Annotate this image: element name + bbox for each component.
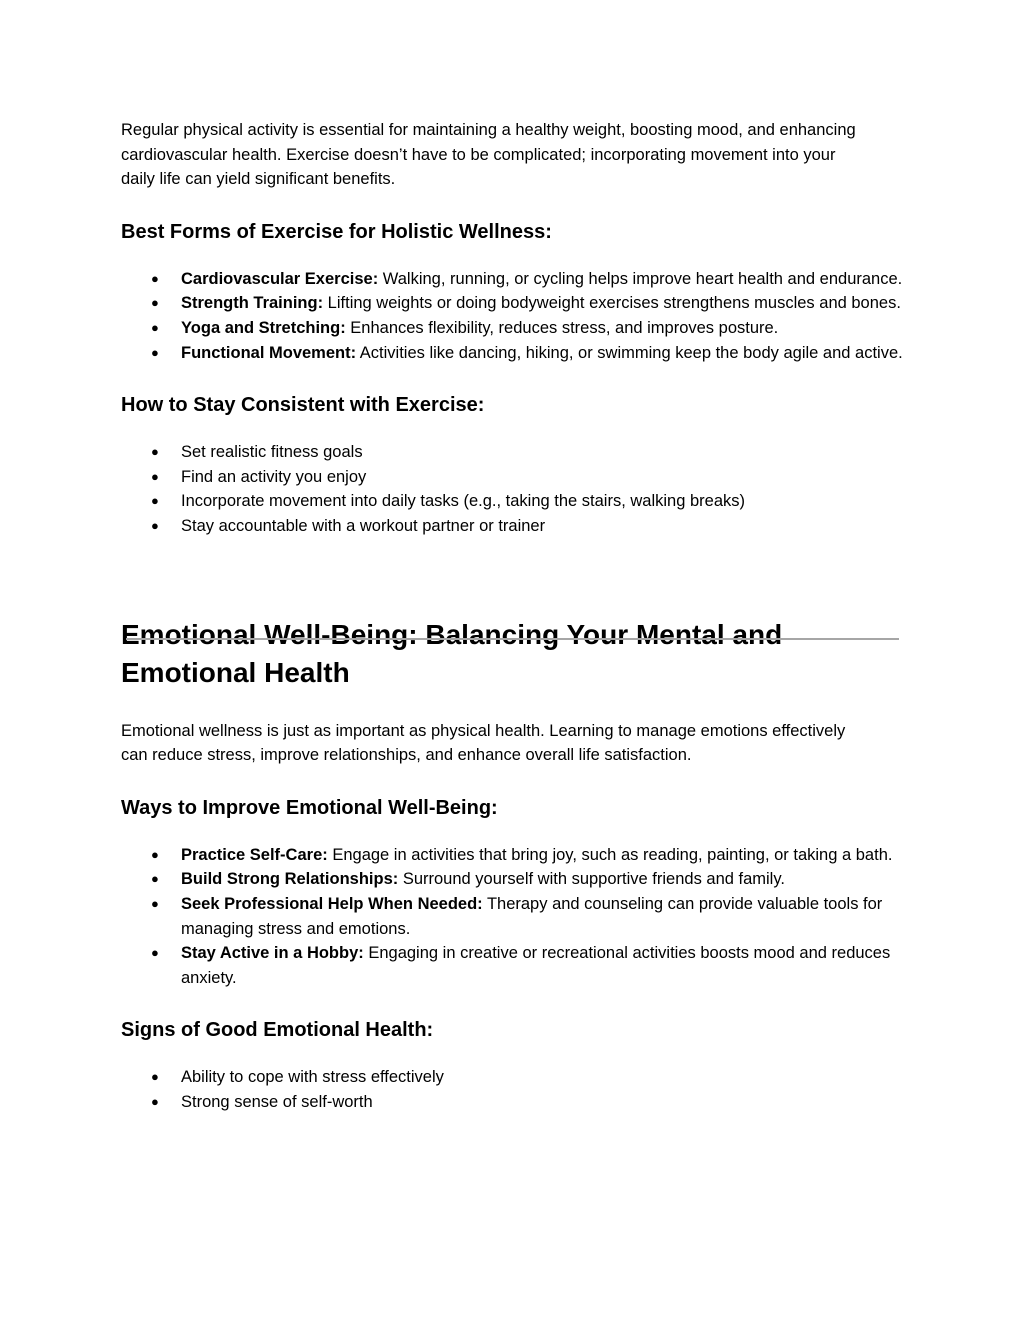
list-item [121, 291, 911, 316]
bullet-icon: ● [151, 945, 159, 961]
list-item-term: Functional Movement: [181, 343, 357, 362]
bullet-icon: ● [151, 319, 159, 335]
list-item [121, 465, 911, 490]
document-page [121, 118, 911, 1114]
list-item [121, 341, 911, 366]
bullet-icon: ● [151, 517, 159, 533]
bullet-icon: ● [151, 1069, 159, 1085]
emotional-section-title: Emotional Well-Being: Balancing Your Mental and Emotional Health [121, 618, 783, 688]
list-item-term: Yoga and Stretching: [181, 318, 346, 337]
list-item-text: Strong sense of self-worth [181, 1092, 373, 1111]
bullet-icon: ● [151, 444, 159, 460]
list-item [121, 440, 911, 465]
bullet-icon: ● [151, 295, 159, 311]
good-signs-heading: Signs of Good Emotional Health: [121, 1019, 434, 1042]
list-item-text: Find an activity you enjoy [181, 467, 367, 486]
list-item [121, 1065, 911, 1090]
list-item-text: Walking, running, or cycling helps improve heart health and endurance. [378, 269, 903, 288]
list-item [121, 941, 911, 990]
list-item-term: Stay Active in a Hobby: [181, 944, 364, 963]
list-item [121, 843, 911, 868]
exercise-forms-heading: Best Forms of Exercise for Holistic Wellness: [121, 220, 552, 243]
list-item [121, 1090, 911, 1115]
list-item-text: Activities like dancing, hiking, or swimming keep the body agile and active. [356, 343, 903, 362]
exercise-forms-list [121, 267, 911, 365]
list-item-text: Set realistic fitness goals [181, 443, 363, 462]
list-item-term: Seek Professional Help When Needed: [181, 894, 483, 913]
improve-wellbeing-list [121, 843, 911, 991]
list-item-text: Incorporate movement into daily tasks (e.g., taking the stairs, walking breaks) [181, 492, 746, 511]
list-item-text: Surround yourself with supportive friends and family. [398, 870, 785, 889]
bullet-icon: ● [151, 846, 159, 862]
list-item-text: Ability to cope with stress effectively [181, 1068, 444, 1087]
list-item-text: Lifting weights or doing bodyweight exercises strengthens muscles and bones. [323, 294, 901, 313]
list-item-text: Engaging in creative or recreational activities boosts mood and reduces anxiety. [181, 944, 891, 987]
good-signs-list [121, 1065, 911, 1114]
bullet-icon: ● [151, 871, 159, 887]
list-item-text: Enhances flexibility, reduces stress, and improves posture. [345, 318, 779, 337]
list-item-text: Therapy and counseling can provide valuable tools for managing stress and emotions. [181, 894, 883, 938]
list-item [121, 267, 911, 292]
list-item-term: Build Strong Relationships: [181, 870, 399, 889]
consistency-list [121, 440, 911, 538]
list-item [121, 514, 911, 539]
consistency-heading: How to Stay Consistent with Exercise: [121, 394, 485, 417]
bullet-icon: ● [151, 1093, 159, 1109]
list-item-term: Cardiovascular Exercise: [181, 269, 379, 288]
intro-paragraph: Regular physical activity is essential for maintaining a healthy weight, boosting mood, and enhancing cardiovascular health. Exercise doesn’t have to be complicated; incorporating movement into your daily life can yield significant benefits. [121, 121, 856, 189]
bullet-icon: ● [151, 344, 159, 360]
list-item [121, 489, 911, 514]
bullet-icon: ● [151, 270, 159, 286]
bullet-icon: ● [151, 493, 159, 509]
list-item-text: Engage in activities that bring joy, such as reading, painting, or taking a bath. [327, 845, 893, 864]
improve-wellbeing-heading: Ways to Improve Emotional Well-Being: [121, 796, 498, 819]
list-item [121, 867, 911, 892]
list-item-term: Strength Training: [181, 294, 324, 313]
list-item-term: Practice Self-Care: [181, 845, 328, 864]
list-item [121, 892, 911, 941]
bullet-icon: ● [151, 468, 159, 484]
list-item [121, 316, 911, 341]
list-item-text: Stay accountable with a workout partner or trainer [181, 516, 546, 535]
emotional-paragraph: Emotional wellness is just as important as physical health. Learning to manage emotions effectively can reduce stress, improve relationships, and enhance overall life satisfaction. [121, 721, 846, 765]
bullet-icon: ● [151, 895, 159, 911]
horizontal-divider [126, 638, 899, 640]
